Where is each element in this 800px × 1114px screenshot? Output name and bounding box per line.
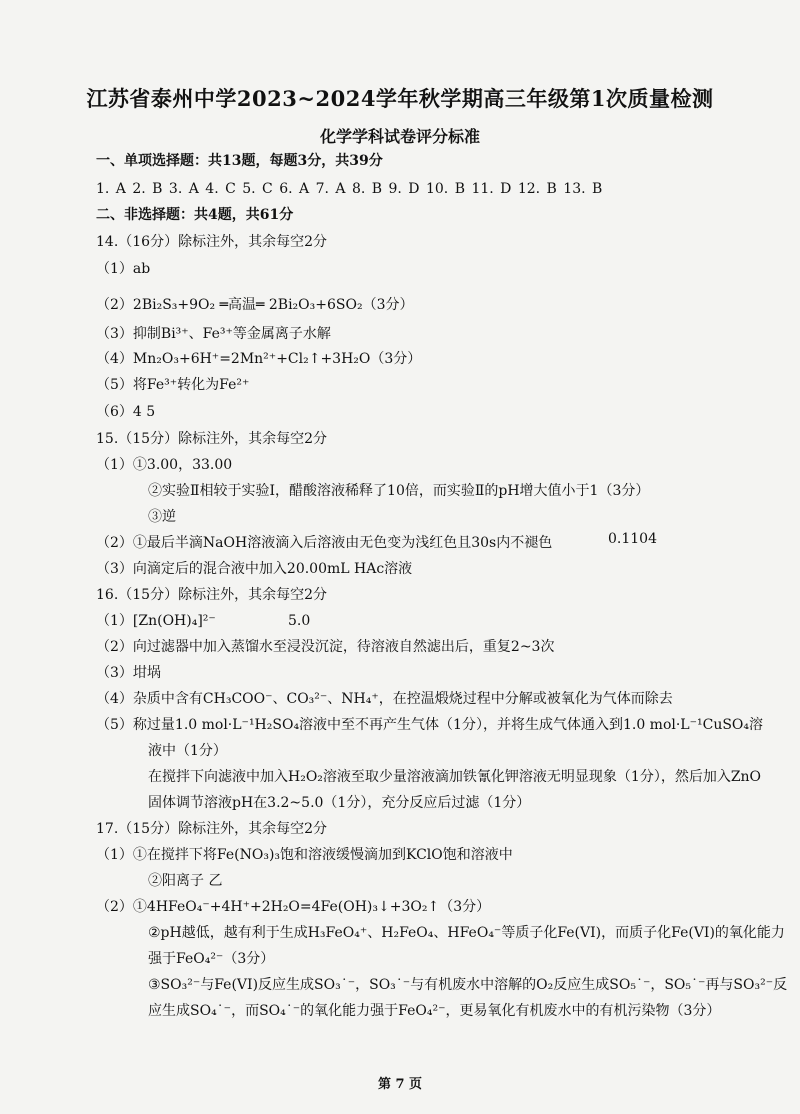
q14-heading: 14.（16分）除标注外，其余每空2分 bbox=[96, 234, 327, 250]
q16-answer-5d: 固体调节溶液pH在3.2~5.0（1分），充分反应后过滤（1分） bbox=[148, 795, 531, 811]
q15-answer-1a: （1）①3.00，33.00 bbox=[96, 457, 233, 473]
q14-answer-2: （2）2Bi₂S₃+9O₂ ═高温═ 2Bi₂O₃+6SO₂（3分） bbox=[96, 297, 414, 313]
section1-answers: 1. A 2. B 3. A 4. C 5. C 6. A 7. A 8. B 9. D 10. B 11. D 12. B 13. B bbox=[96, 181, 603, 197]
q17-answer-1b: ②阳离子 乙 bbox=[148, 873, 223, 889]
q14-answer-1: （1）ab bbox=[96, 261, 151, 277]
section2-heading: 二、非选择题：共4题，共61分 bbox=[96, 207, 294, 223]
q15-answer-3: （3）向滴定后的混合液中加入20.00mL HAc溶液 bbox=[96, 561, 413, 577]
q16-answer-4: （4）杂质中含有CH₃COO⁻、CO₃²⁻、NH₄⁺，在控温煅烧过程中分解或被氧化为气体而除去 bbox=[96, 691, 673, 707]
q15-answer-2a: （2）①最后半滴NaOH溶液滴入后溶液由无色变为浅红色且30s内不褪色 bbox=[96, 535, 553, 551]
q14-answer-6: （6）4 5 bbox=[96, 404, 156, 420]
q15-answer-2a-value: 0.1104 bbox=[608, 531, 657, 547]
q16-answer-3: （3）坩埚 bbox=[96, 665, 161, 681]
q14-answer-4: （4）Mn₂O₃+6H⁺=2Mn²⁺+Cl₂↑+3H₂O（3分） bbox=[96, 351, 422, 367]
q15-answer-1b: ②实验Ⅱ相较于实验Ⅰ，醋酸溶液稀释了10倍，而实验Ⅱ的pH增大值小于1（3分） bbox=[148, 483, 650, 499]
q17-answer-2b: ②pH越低，越有利于生成H₃FeO₄⁺、H₂FeO₄、HFeO₄⁻等质子化Fe(VI)，而质子化Fe(VI)的氧化能力 bbox=[148, 925, 785, 941]
q16-answer-1-value: 5.0 bbox=[288, 613, 311, 629]
q17-answer-2e: 应生成SO₄˙⁻，而SO₄˙⁻的氧化能力强于FeO₄²⁻，更易氧化有机废水中的有机污染物（3分） bbox=[148, 1003, 721, 1019]
q15-heading: 15.（15分）除标注外，其余每空2分 bbox=[96, 431, 327, 447]
page-number: 第 7 页 bbox=[377, 1077, 423, 1092]
q16-answer-5a: （5）称过量1.0 mol·L⁻¹H₂SO₄溶液中至不再产生气体（1分），并将生成气体通入到1.0 mol·L⁻¹CuSO₄溶 bbox=[96, 717, 764, 733]
q16-heading: 16.（15分）除标注外，其余每空2分 bbox=[96, 587, 327, 603]
q14-answer-5: （5）将Fe³⁺转化为Fe²⁺ bbox=[96, 377, 250, 393]
page-title: 江苏省泰州中学2023~2024学年秋学期高三年级第1次质量检测 bbox=[86, 86, 714, 111]
q16-answer-5b: 液中（1分） bbox=[148, 743, 227, 759]
q17-answer-2c: 强于FeO₄²⁻（3分） bbox=[148, 951, 275, 967]
q16-answer-1: （1）[Zn(OH)₄]²⁻ bbox=[96, 613, 216, 629]
q17-answer-1a: （1）①在搅拌下将Fe(NO₃)₃饱和溶液缓慢滴加到KClO饱和溶液中 bbox=[96, 847, 513, 863]
q14-answer-3: （3）抑制Bi³⁺、Fe³⁺等金属离子水解 bbox=[96, 326, 331, 342]
q17-answer-2d: ③SO₃²⁻与Fe(VI)反应生成SO₃˙⁻，SO₃˙⁻与有机废水中溶解的O₂反应生成SO₅˙⁻，SO₅˙⁻再与SO₃²⁻反 bbox=[148, 977, 788, 993]
q17-heading: 17.（15分）除标注外，其余每空2分 bbox=[96, 821, 327, 837]
section1-heading: 一、单项选择题：共13题，每题3分，共39分 bbox=[96, 153, 383, 169]
q16-answer-5c: 在搅拌下向滤液中加入H₂O₂溶液至取少量溶液滴加铁氰化钾溶液无明显现象（1分），然后加入ZnO bbox=[148, 769, 762, 785]
q16-answer-2: （2）向过滤器中加入蒸馏水至浸没沉淀，待溶液自然滤出后，重复2~3次 bbox=[96, 639, 555, 655]
q17-answer-2a: （2）①4HFeO₄⁻+4H⁺+2H₂O=4Fe(OH)₃↓+3O₂↑（3分） bbox=[96, 899, 491, 915]
page-subtitle: 化学学科试卷评分标准 bbox=[319, 127, 480, 146]
q15-answer-1c: ③逆 bbox=[148, 509, 176, 525]
